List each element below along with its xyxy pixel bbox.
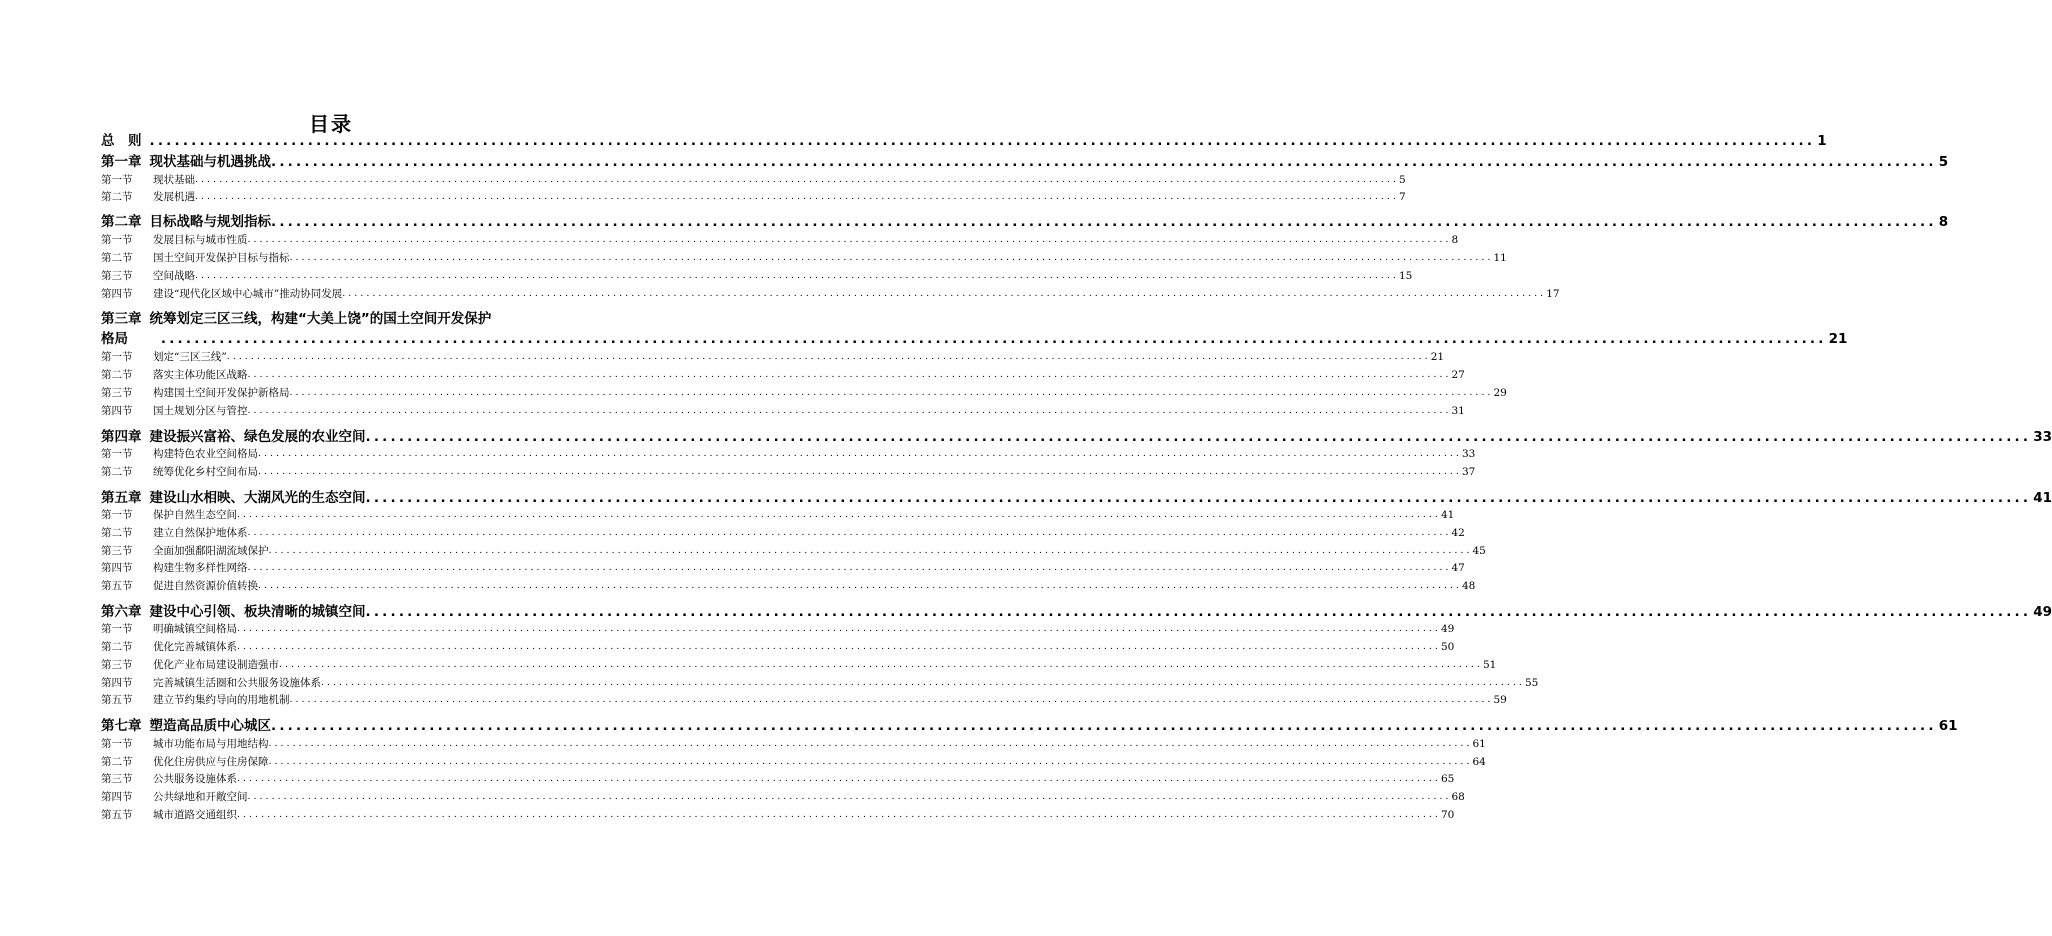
- toc-section-number: 第五节: [101, 580, 133, 592]
- toc-section-entry[interactable]: [101, 736, 1486, 752]
- toc-entry-text: 优化住房供应与住房保障: [153, 756, 269, 768]
- toc-page-number: 21: [1430, 351, 1445, 363]
- toc-section-number: 第三节: [101, 387, 133, 399]
- toc-page-number: 27: [1451, 369, 1465, 381]
- toc-entry-label: [101, 446, 258, 462]
- toc-page-number: 21: [1828, 331, 1848, 347]
- toc-leader-dots: ........................................................................................................................................................................................................: [289, 694, 1494, 705]
- toc-section-number: 第二节: [101, 527, 133, 539]
- toc-section-number: 第一节: [101, 174, 133, 186]
- toc-entry-label: [101, 403, 248, 419]
- toc-chapter-label-cont: 格局: [101, 331, 128, 347]
- toc-entry-label: [101, 657, 279, 673]
- toc-page-number: 1: [1817, 133, 1827, 149]
- toc-entry-label: [101, 543, 269, 559]
- toc-entry-label: [101, 464, 258, 480]
- toc-section-number: 第四节: [101, 288, 133, 300]
- toc-page-number: 55: [1524, 677, 1539, 689]
- toc-entry-text: 发展目标与城市性质: [153, 234, 248, 246]
- toc-entry-label: [101, 189, 195, 205]
- toc-entry-text: 划定“三区三线”: [153, 351, 227, 363]
- toc-entry-label: [101, 716, 271, 736]
- toc-section-number: 第五节: [101, 809, 133, 821]
- toc-section-number: 第二节: [101, 466, 133, 478]
- toc-leader-dots: ........................................................................................................................................................................................................: [247, 791, 1452, 802]
- toc-leader-dots: ........................................................................................................................................................................................................: [289, 387, 1494, 398]
- toc-entry-label: [101, 250, 290, 266]
- toc-entry-text: 现状基础: [153, 174, 195, 186]
- toc-section-number: 第一节: [101, 738, 133, 750]
- toc-entry-text: 优化产业布局建设制造强市: [153, 659, 279, 671]
- toc-leader-dots: ........................................................................................................................................................................................................: [247, 234, 1452, 245]
- toc-page-number: 70: [1440, 809, 1455, 821]
- toc-entry-label: [101, 385, 290, 401]
- toc-entry-text: 城市功能布局与用地结构: [153, 738, 269, 750]
- toc-leader-dots: ........................................................................................................................................................................................................: [321, 677, 1525, 688]
- toc-section-number: 第一节: [101, 448, 133, 460]
- toc-section-entry[interactable]: [101, 754, 1486, 770]
- toc-entry-label: [101, 212, 271, 232]
- toc-section-number: 第三节: [101, 545, 133, 557]
- toc-chapter-entry[interactable]: [101, 488, 2052, 508]
- toc-entry-label: [101, 675, 321, 691]
- toc-leader-dots: ........................................................................................................................................................................................................: [195, 191, 1399, 202]
- toc-entry-label: [101, 268, 195, 284]
- toc-entry-text: 保护自然生态空间: [153, 509, 237, 521]
- toc-page-number: 5: [1938, 154, 1949, 170]
- toc-entry-label: [101, 602, 366, 622]
- toc-chapter-3-line1[interactable]: [101, 309, 561, 329]
- toc-chapter-number: 第一章: [101, 154, 142, 170]
- toc-leader-dots: ........................................................................................................................................................................................................: [226, 351, 1431, 362]
- toc-section-number: 第二节: [101, 252, 133, 264]
- toc-chapter-entry[interactable]: [101, 602, 2052, 622]
- toc-chapter-entry[interactable]: [101, 427, 2052, 447]
- toc-entry-text: 完善城镇生活圈和公共服务设施体系: [153, 677, 321, 689]
- toc-section-number: 第二节: [101, 641, 133, 653]
- toc-entry-label: [101, 736, 269, 752]
- toc-chapter-entry[interactable]: [101, 716, 1958, 736]
- toc-leader-dots: ........................................................................................................................................................................................................: [247, 405, 1452, 416]
- toc-section-number: 第四节: [101, 791, 133, 803]
- toc-entry-text: 国土空间开发保护目标与指标: [153, 252, 290, 264]
- toc-entry-label: [101, 754, 269, 770]
- toc-section-number: 第三节: [101, 773, 133, 785]
- toc-entry-text: 目标战略与规划指标: [149, 214, 271, 230]
- toc-entry-label: [101, 131, 150, 151]
- toc-section-entry[interactable]: [101, 578, 1476, 594]
- toc-section-number: 第二节: [101, 756, 133, 768]
- toc-entry-label: [101, 367, 248, 383]
- toc-entry-label: [101, 507, 237, 523]
- toc-section-entry[interactable]: [101, 250, 1507, 266]
- toc-entry-text: 建设“现代化区域中心城市”推动协同发展: [153, 288, 343, 300]
- toc-entry-label: [101, 639, 237, 655]
- toc-chapter-number: 第三章: [101, 311, 142, 327]
- toc-section-number: 第一节: [101, 351, 133, 363]
- toc-section-entry[interactable]: [101, 232, 1459, 248]
- toc-entry-text: 公共绿地和开敞空间: [153, 791, 248, 803]
- toc-section-number: 第一节: [101, 234, 133, 246]
- toc-section-entry[interactable]: [101, 789, 1465, 805]
- toc-section-entry[interactable]: [101, 286, 1560, 302]
- toc-leader-dots: ........................................................................................................................................................................................................: [237, 509, 1441, 520]
- toc-page-number: 68: [1451, 791, 1465, 803]
- toc-section-entry[interactable]: [101, 464, 1476, 480]
- toc-page-number: 15: [1398, 270, 1413, 282]
- toc-entry-label: [101, 789, 248, 805]
- toc-page-number: 33: [2033, 429, 2052, 445]
- toc-entry-text: 促进自然资源价值转换: [153, 580, 258, 592]
- toc-entry-text: 公共服务设施体系: [153, 773, 237, 785]
- toc-entry-text: 空间战略: [153, 270, 195, 282]
- toc-section-entry[interactable]: [101, 807, 1455, 823]
- toc-page-number: 7: [1398, 191, 1406, 203]
- toc-entry-text: 建设振兴富裕、绿色发展的农业空间: [149, 429, 366, 445]
- toc-leader-dots: ........................................................................................................................................................................................................: [365, 490, 2032, 506]
- toc-leader-dots: ........................................................................................................................................................................................................: [365, 604, 2032, 620]
- toc-leader-dots: ........................................................................................................................................................................................................: [149, 133, 1816, 149]
- toc-entry-text: 建设中心引领、板块清晰的城镇空间: [149, 604, 366, 620]
- toc-entry-text: 塑造高品质中心城区: [149, 718, 271, 734]
- toc-page-number: 5: [1398, 174, 1406, 186]
- toc-page-number: 51: [1482, 659, 1497, 671]
- toc-page-number: 37: [1461, 466, 1476, 478]
- toc-entry-label: [101, 578, 258, 594]
- toc-leader-dots: ........................................................................................................................................................................................................: [268, 756, 1473, 767]
- toc-section-number: 第一节: [101, 623, 133, 635]
- toc-leader-dots: ........................................................................................................................................................................................................: [268, 545, 1473, 556]
- toc-section-entry[interactable]: [101, 172, 1406, 188]
- toc-section-entry[interactable]: [101, 621, 1455, 637]
- toc-entry-label: [101, 349, 227, 365]
- toc-leader-dots: ........................................................................................................................................................................................................: [271, 154, 1937, 170]
- toc-entry-text: 城市道路交通组织: [153, 809, 237, 821]
- toc-page-number: 31: [1451, 405, 1465, 417]
- toc-section-entry[interactable]: [101, 543, 1486, 559]
- toc-leader-dots: ........................................................................................................................................................................................................: [247, 369, 1452, 380]
- toc-page-number: 48: [1461, 580, 1476, 592]
- toc-section-entry[interactable]: [101, 692, 1507, 708]
- toc-entry-text: 优化完善城镇体系: [153, 641, 237, 653]
- toc-page-number: 49: [1440, 623, 1455, 635]
- toc-entry-text: 现状基础与机遇挑战: [149, 154, 271, 170]
- toc-entry-label: [101, 771, 237, 787]
- toc-section-number: 第四节: [101, 405, 133, 417]
- toc-page-number: 17: [1546, 288, 1560, 300]
- toc-section-number: 第三节: [101, 659, 133, 671]
- toc-chapter-number: 第二章: [101, 214, 142, 230]
- toc-page-number: 33: [1461, 448, 1476, 460]
- toc-section-entry[interactable]: [101, 560, 1465, 576]
- toc-page-number: 49: [2033, 604, 2052, 620]
- toc-section-number: 第二节: [101, 191, 133, 203]
- toc-entry-text: 构建国土空间开发保护新格局: [153, 387, 290, 399]
- toc-section-entry[interactable]: [101, 189, 1406, 205]
- toc-page-number: 29: [1493, 387, 1507, 399]
- toc-entry-text: 落实主体功能区战略: [153, 369, 248, 381]
- toc-chapter-number: 第七章: [101, 718, 142, 734]
- toc-section-number: 第一节: [101, 509, 133, 521]
- toc-section-number: 第五节: [101, 694, 133, 706]
- toc-entry-label: [101, 286, 342, 302]
- toc-page-number: 42: [1451, 527, 1465, 539]
- toc-entry-label: [101, 525, 248, 541]
- toc-leader-dots: ........................................................................................................................................................................................................: [258, 580, 1462, 591]
- toc-leader-dots: ........................................................................................................................................................................................................: [258, 448, 1462, 459]
- toc-entry-label: [101, 232, 248, 248]
- toc-leader-dots: ........................................................................................................................................................................................................: [247, 562, 1452, 573]
- toc-section-entry[interactable]: [101, 675, 1539, 691]
- toc-entry-text: 建设山水相映、大湖风光的生态空间: [149, 490, 366, 506]
- toc-entry-label: [101, 692, 290, 708]
- toc-page-number: 61: [1938, 718, 1958, 734]
- toc-leader-dots: ........................................................................................................................................................................................................: [247, 527, 1452, 538]
- toc-chapter-number: 第五章: [101, 490, 142, 506]
- toc-entry-label: [101, 427, 366, 447]
- toc-section-entry[interactable]: [101, 367, 1465, 383]
- toc-page-number: 11: [1493, 252, 1507, 264]
- toc-leader-dots: ........................................................................................................................................................................................................: [237, 623, 1441, 634]
- toc-leader-dots: ........................................................................................................................................................................................................: [271, 718, 1937, 734]
- toc-section-entry[interactable]: [101, 771, 1455, 787]
- toc-chapter-number: 第四章: [101, 429, 142, 445]
- toc-entry-text: 构建生物多样性网络: [153, 562, 248, 574]
- toc-title: 目录: [309, 112, 353, 136]
- toc-chapter-entry[interactable]: [101, 152, 1949, 172]
- toc-section-number: 第四节: [101, 677, 133, 689]
- toc-entry-text: 明确城镇空间格局: [153, 623, 237, 635]
- toc-entry-text: 构建特色农业空间格局: [153, 448, 258, 460]
- toc-entry-label: [101, 152, 271, 172]
- toc-entry-text: 发展机遇: [153, 191, 195, 203]
- toc-chapter-entry[interactable]: [101, 131, 1827, 151]
- toc-section-entry[interactable]: [101, 507, 1455, 523]
- toc-section-entry[interactable]: [101, 639, 1455, 655]
- toc-chapter-label: 统筹划定三区三线，构建“大美上饶”的国土空间开发保护: [149, 311, 492, 327]
- toc-section-number: 第二节: [101, 369, 133, 381]
- toc-entry-text: 统筹优化乡村空间布局: [153, 466, 258, 478]
- toc-page-number: 61: [1472, 738, 1486, 750]
- toc-leader-dots: ........................................................................................................................................................................................................: [195, 174, 1399, 185]
- toc-chapter-entry[interactable]: [101, 212, 1949, 232]
- toc-entry-label: [101, 172, 195, 188]
- toc-leader-dots: ........................................................................................................................................................................................................: [342, 288, 1547, 299]
- toc-leader-dots: ........................................................................................................................................................................................................: [279, 659, 1483, 670]
- toc-leader-dots: ........................................................................................................................................................................................................: [271, 214, 1937, 230]
- toc-page-number: 41: [1440, 509, 1455, 521]
- toc-leader-dots: ........................................................................................................................................................................................................: [365, 429, 2032, 445]
- toc-entry-text: 建立自然保护地体系: [153, 527, 248, 539]
- toc-page-number: 41: [2033, 490, 2052, 506]
- toc-section-entry[interactable]: [101, 403, 1465, 419]
- toc-leader-dots: ........................................................................................................................................................................................................: [258, 466, 1462, 477]
- toc-chapter-number: 第六章: [101, 604, 142, 620]
- toc-entry-label: [101, 807, 237, 823]
- toc-leader-dots: ........................................................................................................................................................................................................: [195, 270, 1399, 281]
- toc-section-number: 第四节: [101, 562, 133, 574]
- toc-entry-text: 建立节约集约导向的用地机制: [153, 694, 290, 706]
- toc-chapter-number: 总 则: [101, 133, 142, 149]
- toc-page-number: 47: [1451, 562, 1465, 574]
- toc-entry-text: 全面加强鄱阳湖流域保护: [153, 545, 269, 557]
- toc-section-entry[interactable]: [101, 446, 1476, 462]
- toc-leader-dots: ........................................................................................................................................................................................................: [289, 252, 1494, 263]
- toc-chapter-3-line2[interactable]: [101, 329, 1848, 349]
- toc-leader-dots: ........................................................................................................................................................................................................: [153, 331, 1827, 347]
- toc-entry-label: [101, 560, 248, 576]
- toc-entry-label: [101, 488, 366, 508]
- toc-leader-dots: ........................................................................................................................................................................................................: [237, 809, 1441, 820]
- toc-section-entry[interactable]: [101, 657, 1497, 673]
- toc-page-number: 45: [1472, 545, 1486, 557]
- toc-section-entry[interactable]: [101, 268, 1413, 284]
- toc-page-number: 50: [1440, 641, 1455, 653]
- toc-page-number: 8: [1938, 214, 1949, 230]
- toc-section-number: 第三节: [101, 270, 133, 282]
- toc-page-number: 65: [1440, 773, 1455, 785]
- toc-leader-dots: ........................................................................................................................................................................................................: [237, 773, 1441, 784]
- toc-section-entry[interactable]: [101, 385, 1507, 401]
- toc-section-entry[interactable]: [101, 349, 1445, 365]
- toc-entry-text: 国土规划分区与管控: [153, 405, 248, 417]
- toc-page-number: 8: [1451, 234, 1459, 246]
- toc-page-number: 59: [1493, 694, 1507, 706]
- toc-page-number: 64: [1472, 756, 1486, 768]
- toc-section-entry[interactable]: [101, 525, 1465, 541]
- toc-leader-dots: ........................................................................................................................................................................................................: [268, 738, 1473, 749]
- toc-leader-dots: ........................................................................................................................................................................................................: [237, 641, 1441, 652]
- toc-entry-label: [101, 621, 237, 637]
